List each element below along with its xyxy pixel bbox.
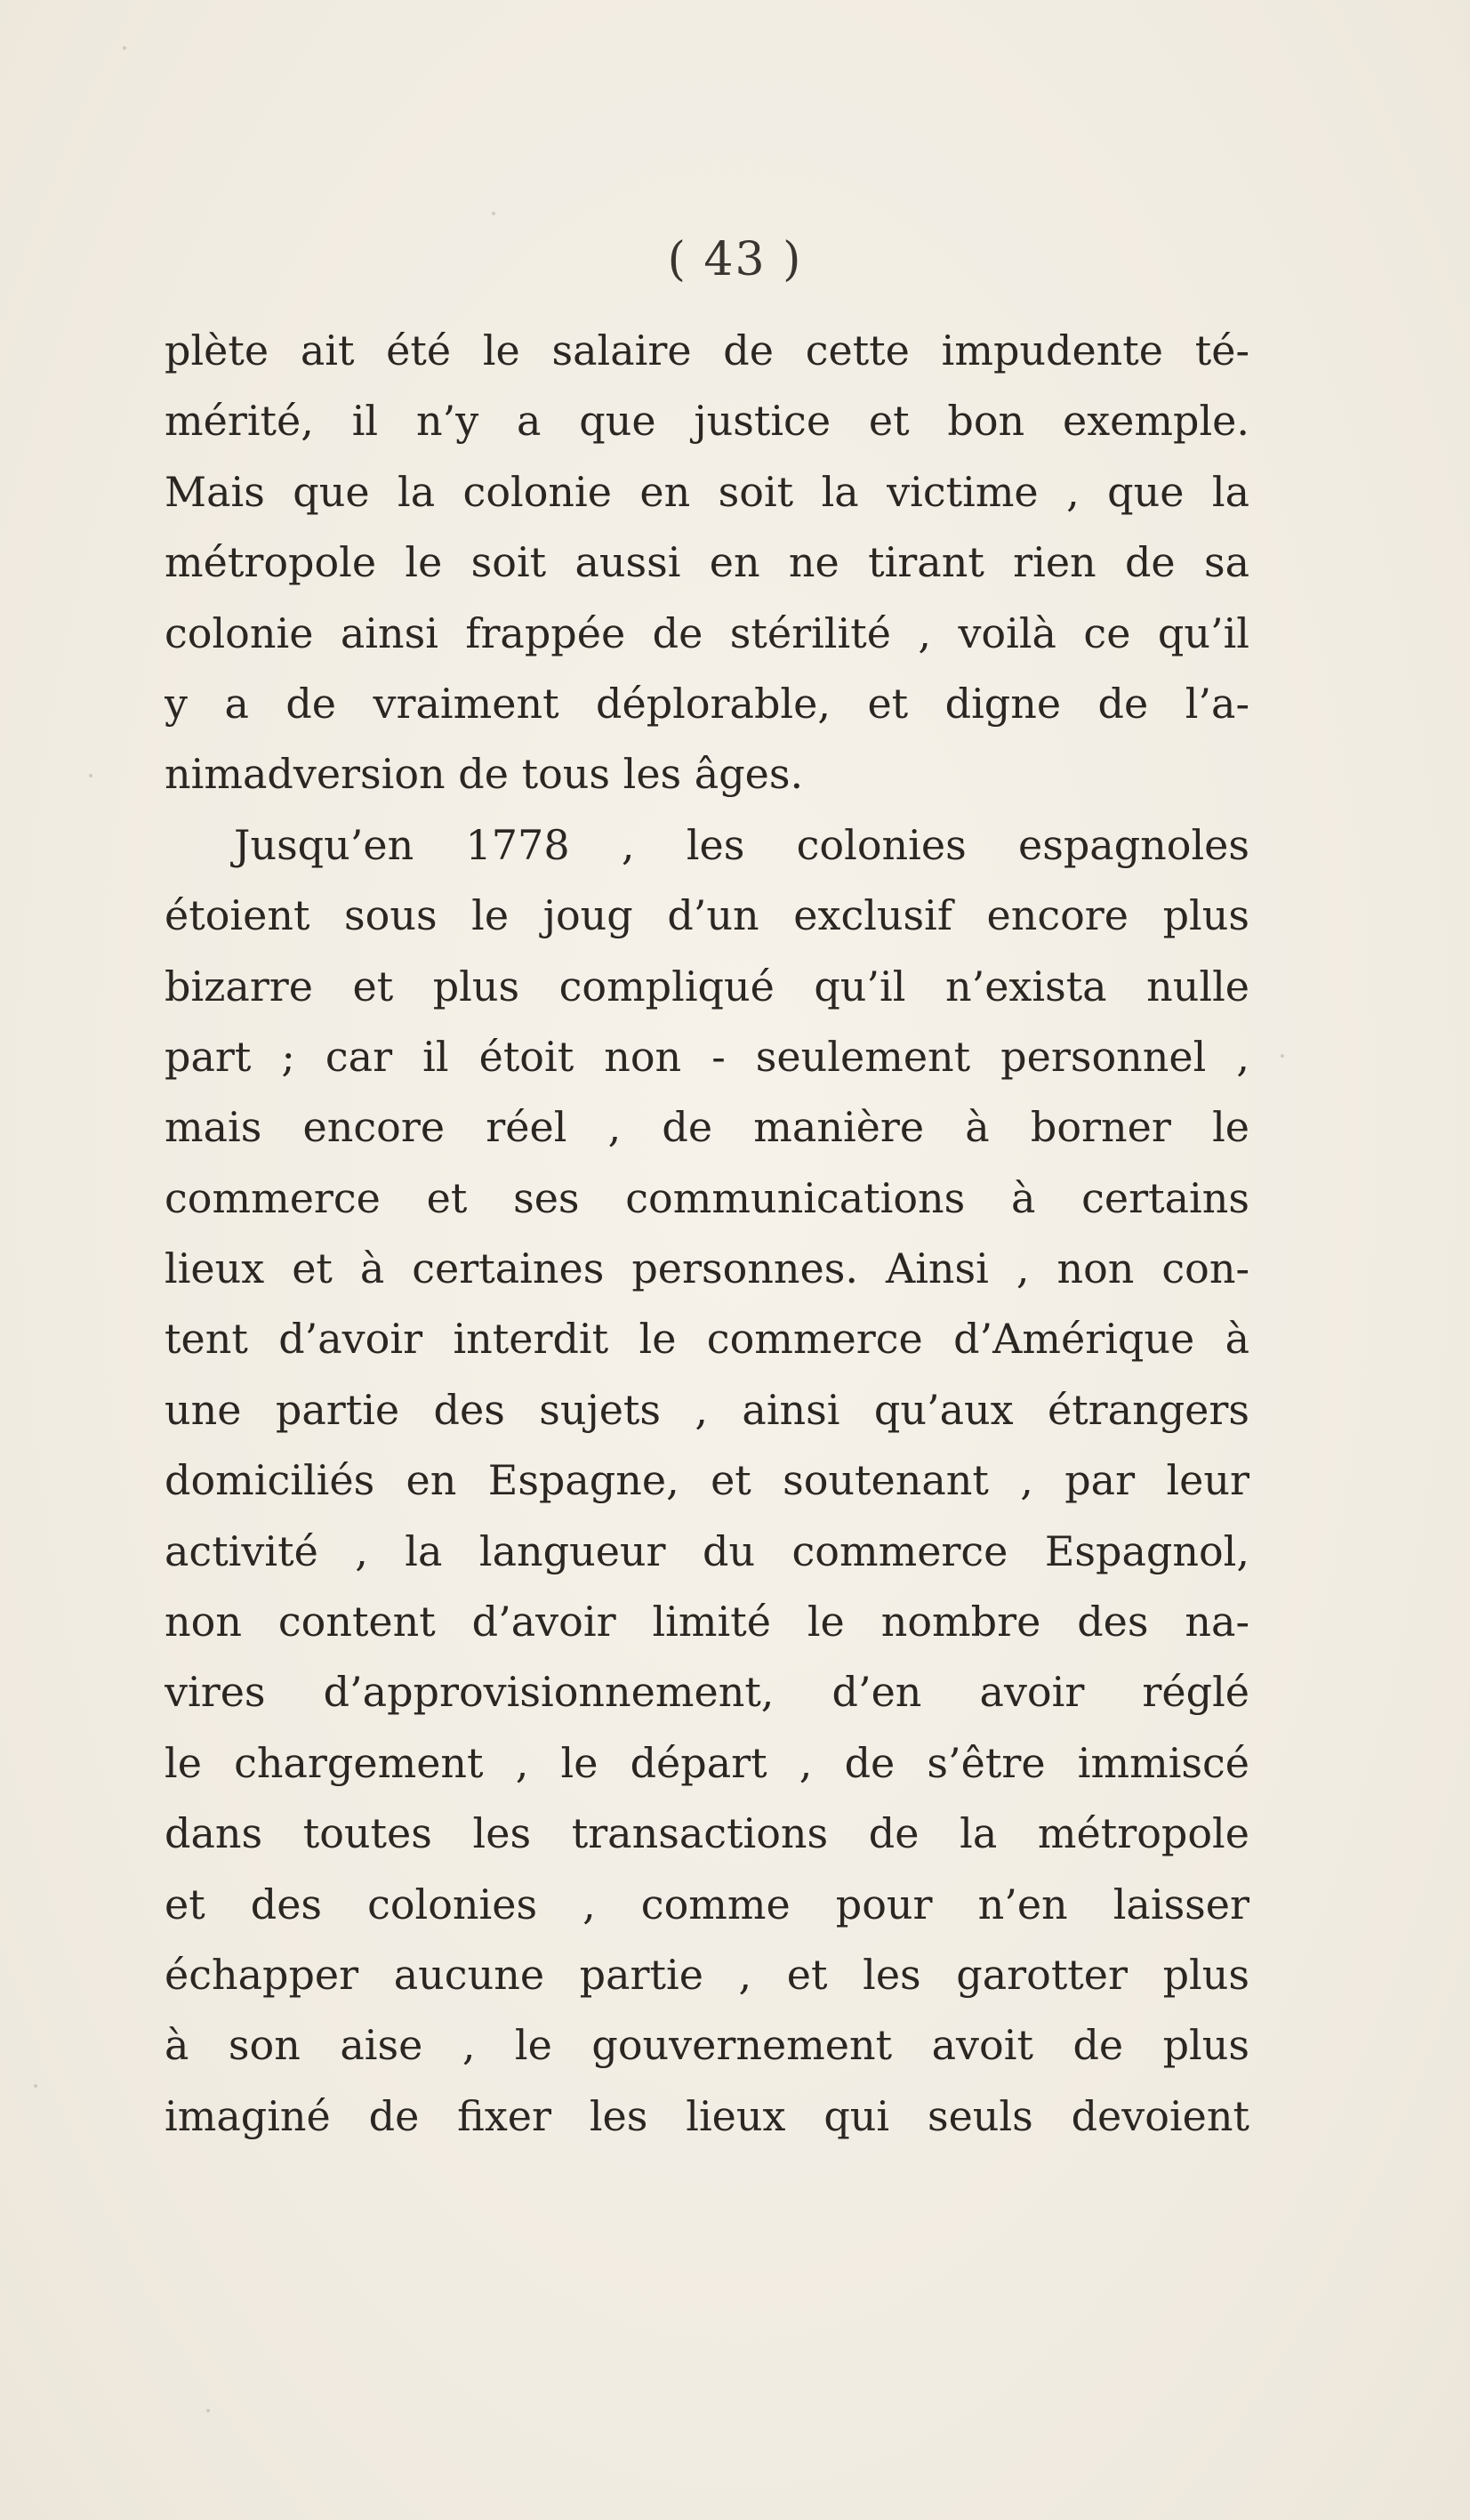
text-line: le chargement , le départ , de s’être immiscé (165, 1738, 1249, 1787)
page-number: ( 43 ) (667, 233, 803, 286)
text-line: colonie ainsi frappée de stérilité , voilà ce qu’il (165, 608, 1249, 657)
paper-speck (492, 212, 495, 215)
paper-speck (206, 2409, 210, 2412)
text-line: tent d’avoir interdit le commerce d’Amérique à (165, 1315, 1249, 1364)
text-line: étoient sous le joug d’un exclusif encore plus (165, 891, 1249, 940)
text-line: et des colonies , comme pour n’en laisser (165, 1880, 1249, 1928)
paper-speck (1281, 1054, 1284, 1058)
text-line: à son aise , le gouvernement avoit de plus (165, 2021, 1249, 2070)
text-line: imaginé de fixer les lieux qui seuls devoient (165, 2091, 1249, 2140)
text-line: vires d’approvisionnement, d’en avoir réglé (165, 1668, 1249, 1717)
text-line: une partie des sujets , ainsi qu’aux étrangers (165, 1385, 1249, 1434)
paper-speck (89, 774, 92, 777)
text-line: métropole le soit aussi en ne tirant rien de sa (165, 538, 1249, 587)
text-line: bizarre et plus compliqué qu’il n’exista nulle (165, 962, 1249, 1010)
text-line: Mais que la colonie en soit la victime , que la (165, 467, 1249, 516)
text-line: dans toutes les transactions de la métropole (165, 1809, 1249, 1858)
text-line: part ; car il étoit non - seulement personnel , (165, 1032, 1249, 1081)
text-line: lieux et à certaines personnes. Ainsi , non con- (165, 1244, 1249, 1293)
text-line: mérité, il n’y a que justice et bon exemple. (165, 397, 1249, 446)
text-line: nimadversion de tous les âges. (165, 750, 804, 799)
text-line: mais encore réel , de manière à borner le (165, 1103, 1249, 1152)
text-line: activité , la langueur du commerce Espagnol, (165, 1526, 1249, 1575)
text-line: domiciliés en Espagne, et soutenant , par leur (165, 1456, 1249, 1505)
text-line: commerce et ses communications à certains (165, 1173, 1249, 1222)
text-line: plète ait été le salaire de cette impudente té- (165, 326, 1249, 374)
body-text (165, 316, 1249, 2152)
text-line: non content d’avoir limité le nombre des na- (165, 1598, 1249, 1646)
paper-speck (34, 2084, 37, 2088)
text-line: y a de vraiment déplorable, et digne de l’a- (165, 679, 1249, 728)
paper-speck (123, 46, 126, 50)
paragraph-start-line: Jusqu’en 1778 , les colonies espagnoles (234, 820, 1249, 869)
text-line: échapper aucune partie , et les garotter plus (165, 1950, 1249, 1999)
